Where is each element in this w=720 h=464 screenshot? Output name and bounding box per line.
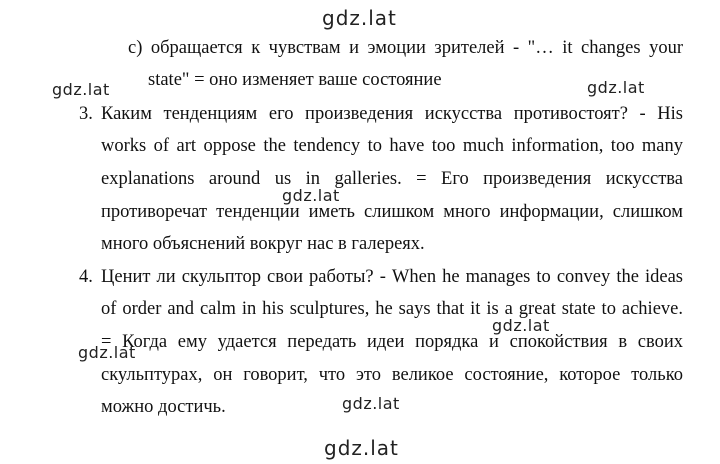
item-3-line-2: works of art oppose the tendency to have too much information, too many bbox=[101, 136, 683, 156]
item-4-line-2: of order and calm in his sculptures, he says that it is a great state to achieve. bbox=[101, 299, 683, 319]
item-3-line-4: противоречат тенденции иметь слишком много информации, слишком bbox=[101, 202, 683, 222]
watermark-left-upper: gdz.lat bbox=[52, 80, 110, 99]
item-4-line-1: Ценит ли скульптор свои работы? - When he manages to convey the ideas bbox=[101, 267, 683, 287]
item-3-line-3: explanations around us in galleries. = Его произведения искусства bbox=[101, 169, 683, 189]
watermark-top: gdz.lat bbox=[322, 6, 397, 30]
watermark-bottom: gdz.lat bbox=[324, 436, 399, 460]
watermark-right-lower: gdz.lat bbox=[492, 316, 550, 335]
item-3-number: 3. bbox=[79, 104, 93, 124]
watermark-left-lower: gdz.lat bbox=[78, 343, 136, 362]
item-c-line-1: c) обращается к чувствам и эмоции зрителей - "… it changes your bbox=[128, 38, 683, 58]
watermark-bottom-mid: gdz.lat bbox=[342, 394, 400, 413]
item-3-line-1: Каким тенденциям его произведения искусства противостоят? - His bbox=[101, 104, 683, 124]
item-3-line-5: много объяснений вокруг нас в галереях. bbox=[101, 234, 425, 254]
item-4-line-3: = Когда ему удается передать идеи порядка и спокойствия в своих bbox=[101, 332, 683, 352]
item-4-line-4: скульптурах, он говорит, что это великое состояние, которое только bbox=[101, 365, 683, 385]
watermark-right-upper: gdz.lat bbox=[587, 78, 645, 97]
item-c-line-2: state" = оно изменяет ваше состояние bbox=[148, 70, 442, 90]
watermark-middle: gdz.lat bbox=[282, 186, 340, 205]
item-4-line-5: можно достичь. bbox=[101, 397, 226, 417]
item-4-number: 4. bbox=[79, 267, 93, 287]
